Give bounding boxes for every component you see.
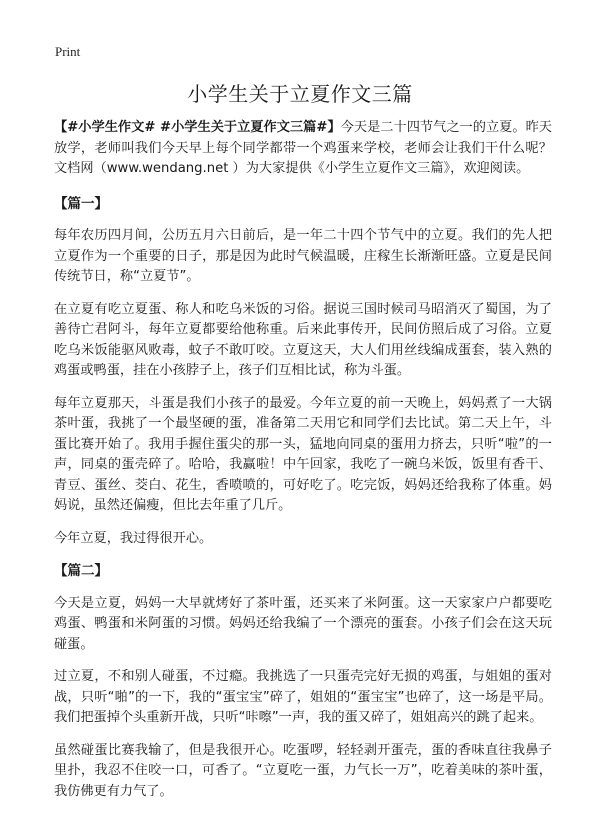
print-link[interactable]: Print [55, 44, 81, 59]
paragraph: 每年立夏那天，斗蛋是我们小孩子的最爱。今年立夏的前一天晚上，妈妈煮了一大锅茶叶蛋，我挑了一个最坚硬的蛋，准备第二天用它和同学们去比试。第二天上午，斗蛋比赛开始了。我用手握住蛋尖的那一头，猛地向同桌的蛋用力挤去，只听“啦”的一声，同桌的蛋壳碎了。哈哈，我赢啦！中午回家，我吃了一碗乌米饭，饭里有香干、青豆、蛋丝、茭白、花生，香喷喷的，可好吃了。吃完饭，妈妈还给我称了体重。妈妈说，虽然还偏瘦，但比去年重了几斤。 [54, 395, 552, 513]
intro-text: 今天是二十四节气之一的立夏。昨天放学，老师叫我们今天早上每个同学都带一个鸡蛋来学校，老师会让我们干什么呢？文档网（www.wendang.net ）为大家提供《小学生立夏作文三篇》，欢迎阅读。 [54, 120, 552, 176]
paragraph: 虽然碰蛋比赛我输了，但是我很开心。吃蛋啰，轻轻剥开蛋壳，蛋的香味直往我鼻子里扑，我忍不住咬一口，可香了。“立夏吃一蛋，力气长一万”，吃着美味的茶叶蛋，我仿佛更有力气了。 [54, 742, 552, 799]
paragraph: 在立夏有吃立夏蛋、称人和吃乌米饭的习俗。据说三国时候司马昭消灭了蜀国，为了善待亡君阿斗，每年立夏都要给他称重。后来此事传开，民间仿照后成了习俗。立夏吃乌米饭能驱风败毒，蚊子不敢叮咬。立夏这天，大人们用丝线编成蛋套，装入熟的鸡蛋或鸭蛋，挂在小孩脖子上，孩子们互相比试，称为斗蛋。 [54, 301, 552, 378]
intro-tag: 【#小学生作文# #小学生关于立夏作文三篇#】 [54, 120, 341, 135]
section-heading-2: 【篇二】 [54, 563, 108, 579]
intro-paragraph [54, 118, 552, 180]
paragraph: 每年农历四月间，公历五月六日前后，是一年二十四个节气中的立夏。我们的先人把立夏作为一个重要的日子，那是因为此时气候温暖，庄稼生长渐渐旺盛。立夏是民间传统节日，称“立夏节”。 [54, 228, 552, 284]
paragraph: 今年立夏，我过得很开心。 [54, 530, 213, 546]
page-title: 小学生关于立夏作文三篇 [187, 82, 413, 106]
paragraph: 今天是立夏，妈妈一大早就烤好了茶叶蛋，还买来了米阿蛋。这一天家家户户都要吃鸡蛋、鸭蛋和米阿蛋的习惯。妈妈还给我编了一个漂亮的蛋套。小孩子们会在这天玩碰蛋。 [54, 595, 552, 652]
section-heading-1: 【篇一】 [54, 195, 108, 212]
paragraph: 过立夏，不和别人碰蛋，不过瘾。我挑选了一只蛋壳完好无损的鸡蛋，与姐姐的蛋对战，只听“啪”的一下，我的“蛋宝宝”碎了，姐姐的“蛋宝宝”也碎了，这一场是平局。我们把蛋掉个头重新开战，只听“咔嚓”一声，我的蛋又碎了，姐姐高兴的跳了起来。 [54, 669, 552, 725]
article-body [54, 118, 552, 814]
